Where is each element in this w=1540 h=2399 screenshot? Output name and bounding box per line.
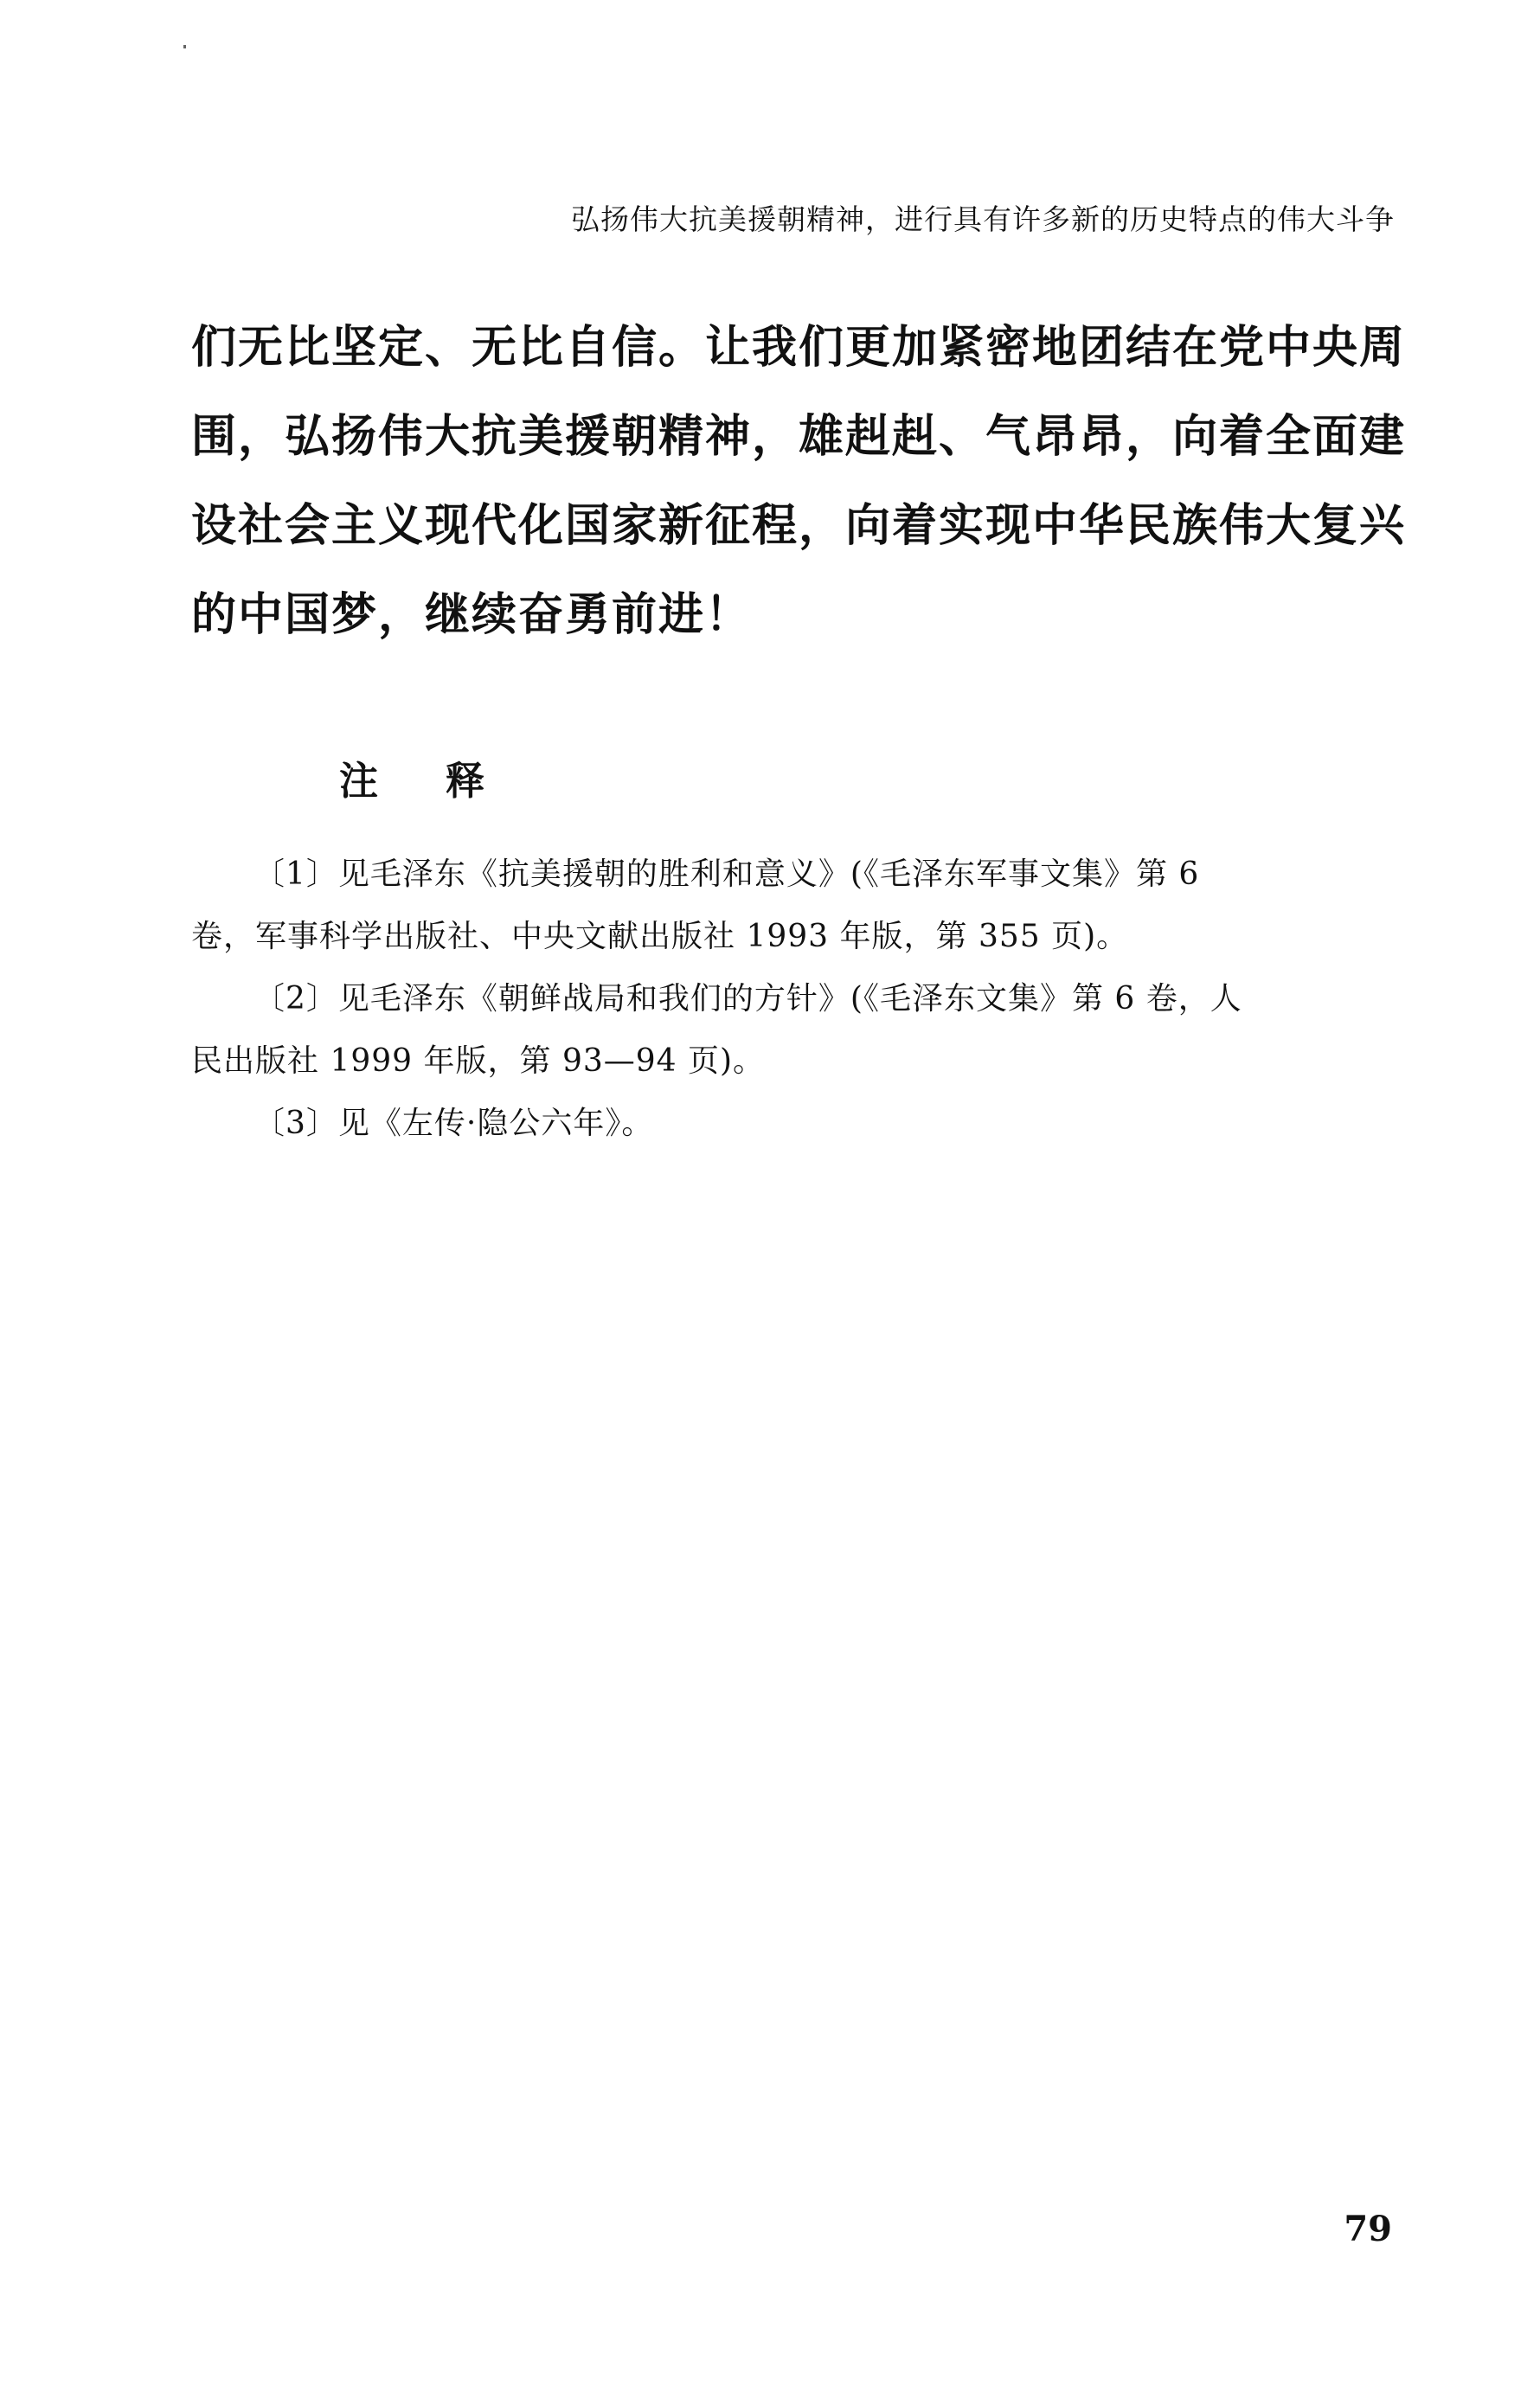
running-header: 弘扬伟大抗美援朝精神，进行具有许多新的历史特点的伟大斗争 [571, 202, 1395, 236]
note-2-line-1: 〔2〕见毛泽东《朝鲜战局和我们的方针》(《毛泽东文集》第 6 卷，人 [253, 981, 1242, 1017]
body-line: 设社会主义现代化国家新征程，向着实现中华民族伟大复兴 [191, 499, 1407, 552]
body-line: 的中国梦，继续奋勇前进！ [191, 588, 753, 641]
notes-list [191, 843, 1394, 1155]
body-line: 围，弘扬伟大抗美援朝精神，雄赳赳、气昂昂，向着全面建 [191, 410, 1407, 463]
page-number: 79 [1344, 2209, 1392, 2249]
body-line: 们无比坚定、无比自信。让我们更加紧密地团结在党中央周 [191, 321, 1407, 374]
body-paragraph [191, 303, 1407, 659]
note-2-line-2: 民出版社 1999 年版，第 93—94 页)。 [191, 1043, 766, 1079]
scan-speck [183, 45, 186, 48]
note-3-line-1: 〔3〕见《左传·隐公六年》。 [253, 1106, 654, 1141]
note-1-line-2: 卷，军事科学出版社、中央文献出版社 1993 年版，第 355 页)。 [191, 919, 1129, 954]
notes-heading: 注释 [339, 758, 553, 804]
note-1-line-1: 〔1〕见毛泽东《抗美援朝的胜利和意义》(《毛泽东军事文集》第 6 [253, 856, 1200, 892]
